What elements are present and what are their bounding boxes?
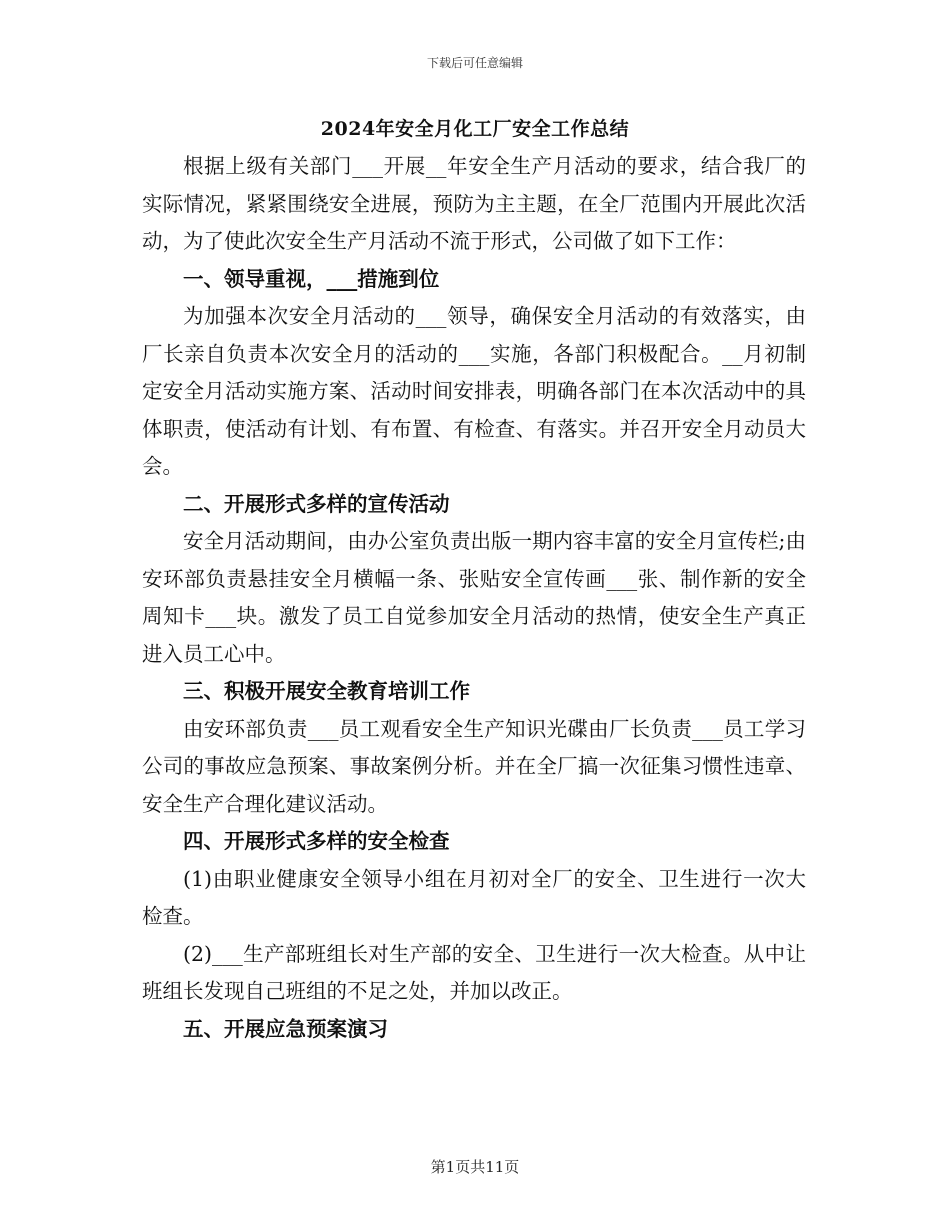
document-title: 2024年安全月化工厂安全工作总结 bbox=[320, 118, 630, 140]
section-heading-5: 五、开展应急预案演习 bbox=[183, 1016, 388, 1041]
section-heading-2: 二、开展形式多样的宣传活动 bbox=[183, 491, 450, 516]
section-2-paragraph: 安全月活动期间，由办公室负责出版一期内容丰富的安全月宣传栏;由安环部负责悬挂安全月横幅一条、张贴安全宣传画___张、制作新的安全周知卡___块。激发了员工自觉参加安全月活动的热情，使安全生产真正进入员工心中。 bbox=[142, 529, 806, 666]
section-1-paragraph: 为加强本次安全月活动的___领导，确保安全月活动的有效落实，由厂长亲自负责本次安全月的活动的___实施，各部门积极配合。__月初制定安全月活动实施方案、活动时间安排表，明确各部门在本次活动中的具体职责，使活动有计划、有布置、有检查、有落实。并召开安全月动员大会。 bbox=[142, 304, 806, 478]
section-4-item-1: (1)由职业健康安全领导小组在月初对全厂的安全、卫生进行一次大检查。 bbox=[142, 866, 806, 928]
section-4-item-2: (2)___生产部班组长对生产部的安全、卫生进行一次大检查。从中让班组长发现自己班组的不足之处，并加以改正。 bbox=[142, 941, 806, 1003]
download-note: 下载后可任意编辑 bbox=[426, 56, 523, 70]
document-body bbox=[142, 148, 806, 1048]
page-number: 第1页共11页 bbox=[430, 1158, 520, 1176]
section-heading-4: 四、开展形式多样的安全检查 bbox=[183, 829, 450, 853]
section-heading-1: 一、领导重视，___措施到位 bbox=[183, 266, 440, 291]
section-heading-3: 三、积极开展安全教育培训工作 bbox=[183, 679, 470, 703]
section-3-paragraph: 由安环部负责___员工观看安全生产知识光碟由厂长负责___员工学习公司的事故应急预案、事故案例分析。并在全厂搞一次征集习惯性违章、安全生产合理化建议活动。 bbox=[142, 716, 806, 816]
intro-paragraph: 根据上级有关部门___开展__年安全生产月活动的要求，结合我厂的实际情况，紧紧围绕安全进展，预防为主主题，在全厂范围内开展此次活动，为了使此次安全生产月活动不流于形式，公司做了如下工作： bbox=[142, 154, 806, 253]
